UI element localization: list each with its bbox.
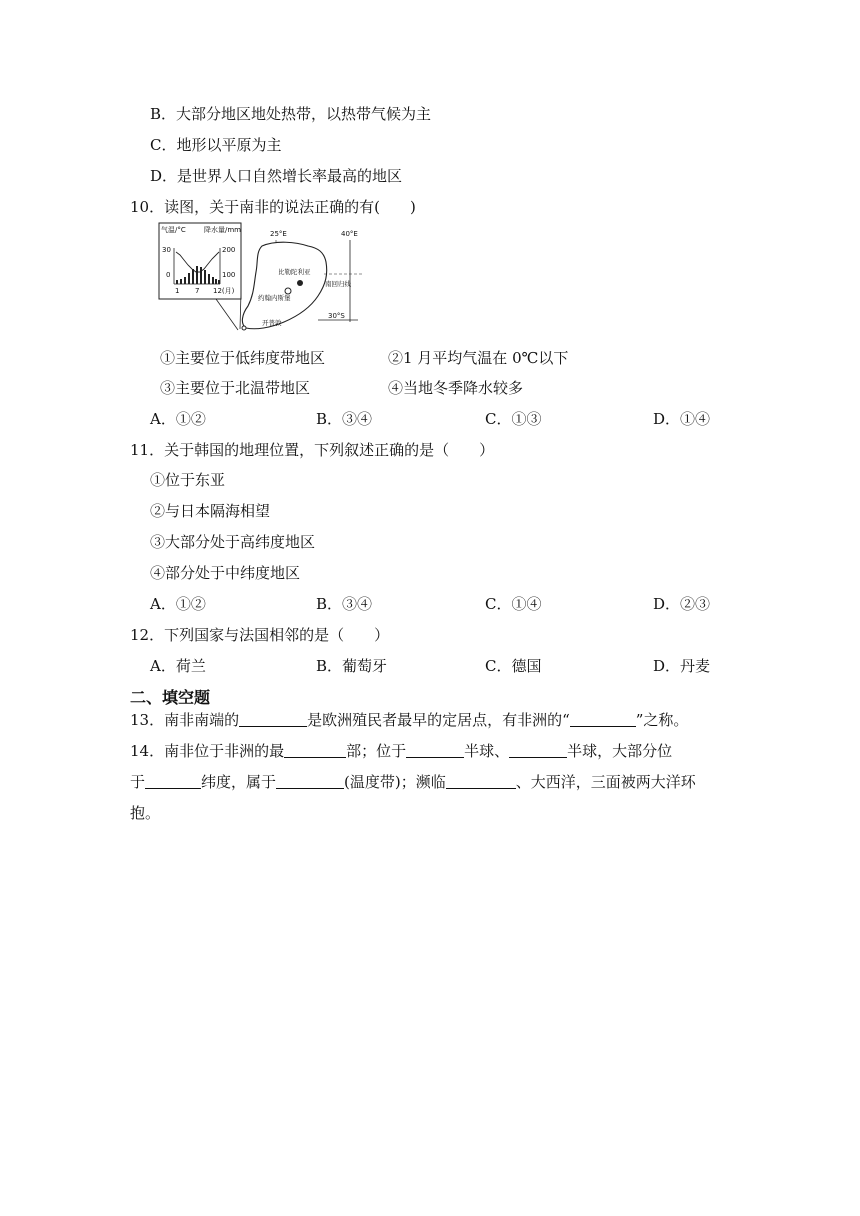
q11-statement-1: ①位于东亚 <box>150 471 226 489</box>
q14-text-8: 、大西洋，三面被两大洋环 <box>515 773 696 791</box>
q11-option-a: A．①② <box>150 595 206 613</box>
month-tick-7: 7 <box>195 287 200 295</box>
q11-option-d: D．②③ <box>653 595 711 613</box>
q14-text-7: (温度带)；濒临 <box>344 773 446 791</box>
q14-blank-2[interactable] <box>406 742 464 758</box>
q10-statement-2: ②1 月平均气温在 0℃以下 <box>388 349 569 367</box>
q9-option-d: D．是世界人口自然增长率最高的地区 <box>150 167 403 185</box>
q9-option-b: B．大部分地区地处热带，以热带气候为主 <box>150 105 432 123</box>
temp-tick-30: 30 <box>162 246 171 254</box>
q10-stem: 10．读图，关于南非的说法正确的有( ) <box>130 198 416 216</box>
q12-option-a: A．荷兰 <box>150 657 206 675</box>
q11-statement-2: ②与日本隔海相望 <box>150 502 271 520</box>
q14-text-1: 14．南非位于非洲的最 <box>130 742 285 760</box>
month-tick-12: 12(月) <box>213 287 235 295</box>
south-africa-outline <box>242 242 326 329</box>
month-tick-1: 1 <box>175 287 180 295</box>
temp-axis-title: 气温/°C <box>161 226 186 234</box>
q10-option-d: D．①④ <box>653 410 711 428</box>
q14-text-6: 纬度，属于 <box>201 773 277 791</box>
q12-option-d: D．丹麦 <box>653 657 711 675</box>
q14-line-3: 抱。 <box>130 804 161 822</box>
precip-axis-title: 降水量/mm <box>204 226 241 234</box>
q10-option-c: C．①③ <box>485 410 542 428</box>
q10-option-a: A．①② <box>150 410 206 428</box>
south-africa-figure <box>158 222 370 336</box>
lat-30-label: 30°S <box>328 312 345 320</box>
q14-blank-1[interactable] <box>284 742 346 758</box>
q13-blank-1[interactable] <box>239 711 307 727</box>
q12-option-b: B．葡萄牙 <box>316 657 388 675</box>
section-heading-fill-in: 二、填空题 <box>130 688 211 707</box>
q14-text-3: 半球、 <box>464 742 510 760</box>
tropic-label: 南回归线 <box>325 280 351 288</box>
precip-tick-200: 200 <box>222 246 236 254</box>
pretoria-label: 比勒陀利亚 <box>278 268 311 276</box>
q12-stem: 12．下列国家与法国相邻的是（ ） <box>130 626 390 644</box>
q13-text-1: 13．南非南端的 <box>130 711 240 729</box>
q13-text-2: 是欧洲殖民者最早的定居点，有非洲的“ <box>307 711 570 729</box>
q14-blank-5[interactable] <box>276 773 344 789</box>
q14-text-5: 于 <box>130 773 146 791</box>
q11-statement-3: ③大部分处于高纬度地区 <box>150 533 316 551</box>
capetown-dot <box>242 326 246 330</box>
q12-option-c: C．德国 <box>485 657 542 675</box>
q13-line <box>130 710 688 730</box>
precip-tick-100: 100 <box>222 271 236 279</box>
q11-option-c: C．①④ <box>485 595 542 613</box>
lon-40-label: 40°E <box>341 230 358 238</box>
q14-blank-3[interactable] <box>509 742 567 758</box>
q14-blank-4[interactable] <box>145 773 201 789</box>
q14-blank-6[interactable] <box>446 773 516 789</box>
q14-text-2: 部；位于 <box>346 742 407 760</box>
capetown-label: 开普敦 <box>262 319 282 327</box>
q10-option-b: B．③④ <box>316 410 373 428</box>
q11-statement-4: ④部分处于中纬度地区 <box>150 564 301 582</box>
q14-line-1 <box>130 741 672 761</box>
q14-text-4: 半球，大部分位 <box>567 742 673 760</box>
pretoria-dot <box>297 280 303 286</box>
q10-statement-3: ③主要位于北温带地区 <box>160 379 311 397</box>
q10-statement-4: ④当地冬季降水较多 <box>388 379 524 397</box>
q11-option-b: B．③④ <box>316 595 373 613</box>
q13-text-3: ”之称。 <box>635 711 689 729</box>
q14-line-2 <box>130 772 696 792</box>
lon-25-label: 25°E <box>270 230 287 238</box>
q13-blank-2[interactable] <box>570 711 636 727</box>
temp-tick-0: 0 <box>166 271 171 279</box>
johannesburg-label: 约翰内斯堡 <box>258 294 291 302</box>
q11-stem: 11．关于韩国的地理位置，下列叙述正确的是（ ） <box>130 441 495 459</box>
q9-option-c: C．地形以平原为主 <box>150 136 282 154</box>
q10-statement-1: ①主要位于低纬度带地区 <box>160 349 326 367</box>
